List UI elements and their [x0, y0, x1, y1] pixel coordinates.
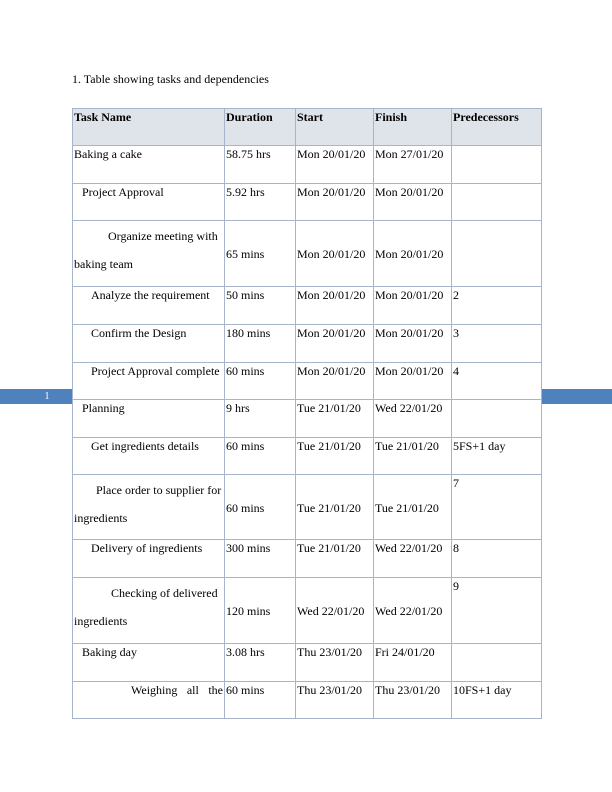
task-name-line-1: Checking of delivered: [111, 586, 218, 600]
task-finish: Mon 20/01/20: [374, 287, 452, 325]
task-duration: 120 mins: [225, 578, 296, 644]
header-duration: Duration: [225, 109, 296, 146]
task-name: Planning: [73, 400, 225, 438]
task-finish: Fri 24/01/20: [374, 644, 452, 682]
task-start: Tue 21/01/20: [296, 438, 374, 475]
task-predecessors: 5FS+1 day: [452, 438, 542, 475]
task-name-line-2: baking team: [74, 257, 133, 271]
task-start: Mon 20/01/20: [296, 325, 374, 363]
task-finish: Mon 20/01/20: [374, 221, 452, 287]
task-duration: 60 mins: [225, 475, 296, 540]
task-duration: 180 mins: [225, 325, 296, 363]
task-name: Delivery of ingredients: [73, 540, 225, 578]
task-name: Confirm the Design: [73, 325, 225, 363]
task-start: Tue 21/01/20: [296, 400, 374, 438]
task-finish: Wed 22/01/20: [374, 540, 452, 578]
task-duration: 60 mins: [225, 363, 296, 400]
task-name: [73, 578, 225, 644]
task-predecessors: [452, 221, 542, 287]
task-predecessors: [452, 146, 542, 184]
task-name: Weighing all the: [73, 682, 225, 719]
task-finish: Mon 27/01/20: [374, 146, 452, 184]
task-name-line-2: ingredients: [74, 614, 128, 628]
task-finish: Wed 22/01/20: [374, 578, 452, 644]
task-predecessors: 3: [452, 325, 542, 363]
task-start: Mon 20/01/20: [296, 287, 374, 325]
table-row: [73, 644, 542, 682]
task-finish: Wed 22/01/20: [374, 400, 452, 438]
task-finish: Thu 23/01/20: [374, 682, 452, 719]
table-row: [73, 475, 542, 540]
task-name: [73, 475, 225, 540]
table-header-row: [73, 109, 542, 146]
task-start: Mon 20/01/20: [296, 184, 374, 221]
table-row: [73, 540, 542, 578]
task-name: Baking a cake: [73, 146, 225, 184]
page-band-right: [541, 389, 612, 404]
table-row: [73, 146, 542, 184]
task-duration: 58.75 hrs: [225, 146, 296, 184]
task-start: Tue 21/01/20: [296, 540, 374, 578]
task-start: Thu 23/01/20: [296, 682, 374, 719]
task-duration: 65 mins: [225, 221, 296, 287]
task-table: [72, 108, 542, 719]
table-row: [73, 184, 542, 221]
task-finish: Mon 20/01/20: [374, 363, 452, 400]
task-duration: 50 mins: [225, 287, 296, 325]
task-start: Tue 21/01/20: [296, 475, 374, 540]
task-predecessors: 4: [452, 363, 542, 400]
task-finish: Mon 20/01/20: [374, 325, 452, 363]
task-predecessors: 8: [452, 540, 542, 578]
task-duration: 60 mins: [225, 438, 296, 475]
task-name-line-2: ingredients: [74, 511, 128, 525]
task-predecessors: [452, 644, 542, 682]
task-predecessors: 9: [452, 578, 542, 644]
table-caption: 1. Table showing tasks and dependencies: [72, 72, 269, 86]
task-predecessors: 10FS+1 day: [452, 682, 542, 719]
task-start: Mon 20/01/20: [296, 146, 374, 184]
table-row: [73, 578, 542, 644]
task-predecessors: 2: [452, 287, 542, 325]
task-start: Thu 23/01/20: [296, 644, 374, 682]
header-finish: Finish: [374, 109, 452, 146]
task-predecessors: [452, 400, 542, 438]
task-name: Get ingredients details: [73, 438, 225, 475]
header-predecessors: Predecessors: [452, 109, 542, 146]
table-row: [73, 438, 542, 475]
task-duration: 3.08 hrs: [225, 644, 296, 682]
task-name: Project Approval complete: [73, 363, 225, 400]
table-row: [73, 363, 542, 400]
task-start: Wed 22/01/20: [296, 578, 374, 644]
table-row: [73, 325, 542, 363]
task-finish: Tue 21/01/20: [374, 475, 452, 540]
header-start: Start: [296, 109, 374, 146]
task-name-line-1: Organize meeting with: [108, 229, 218, 243]
task-start: Mon 20/01/20: [296, 363, 374, 400]
table-row: [73, 221, 542, 287]
task-finish: Mon 20/01/20: [374, 184, 452, 221]
task-name-line-1: Place order to supplier for: [96, 483, 222, 497]
task-duration: 60 mins: [225, 682, 296, 719]
task-name: [73, 221, 225, 287]
table-row: [73, 400, 542, 438]
task-duration: 5.92 hrs: [225, 184, 296, 221]
task-name: Analyze the requirement: [73, 287, 225, 325]
page-number: 1: [44, 391, 50, 402]
task-name: Project Approval: [73, 184, 225, 221]
table-row: [73, 287, 542, 325]
task-finish: Tue 21/01/20: [374, 438, 452, 475]
task-duration: 9 hrs: [225, 400, 296, 438]
task-predecessors: 7: [452, 475, 542, 540]
task-duration: 300 mins: [225, 540, 296, 578]
table-row: [73, 682, 542, 719]
task-start: Mon 20/01/20: [296, 221, 374, 287]
page-band-left: [0, 389, 72, 404]
task-predecessors: [452, 184, 542, 221]
header-task-name: Task Name: [73, 109, 225, 146]
task-name: Baking day: [73, 644, 225, 682]
